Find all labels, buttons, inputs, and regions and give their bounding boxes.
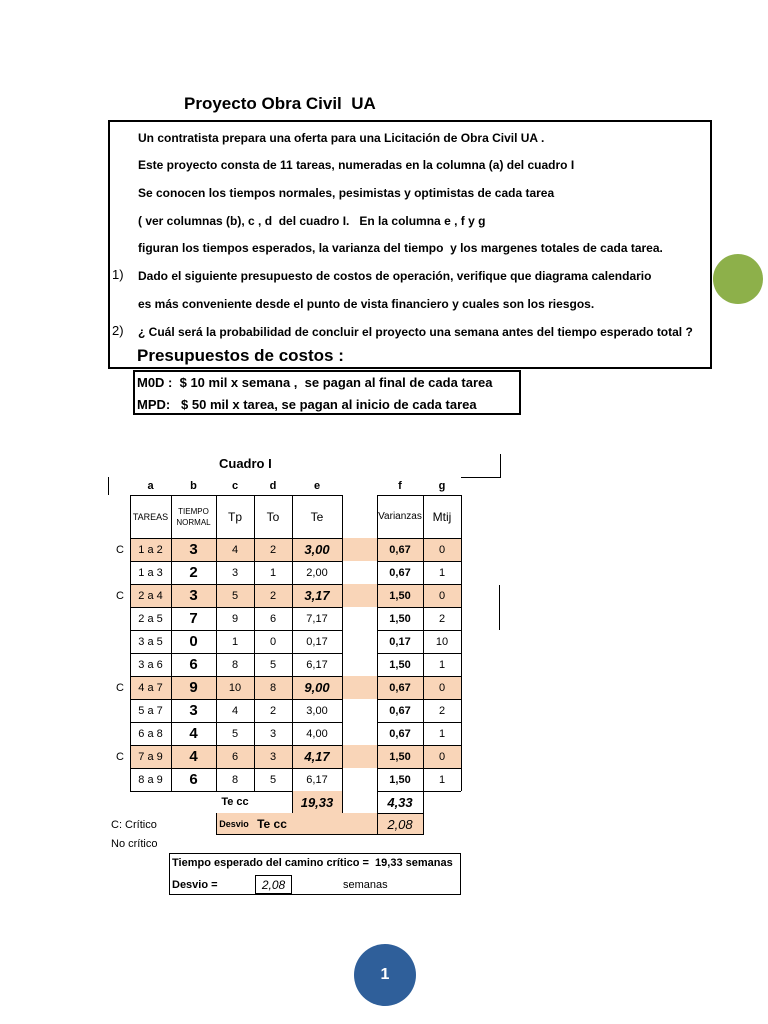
column-letter: f (398, 480, 402, 492)
cost-mpd: MPD: $ 50 mil x tarea, se pagan al inicio de cada tarea (137, 397, 477, 412)
column-letter: e (313, 480, 321, 492)
intro-line: Este proyecto consta de 11 tareas, numeradas en la columna (a) del cuadro I (138, 158, 575, 172)
table-hline (130, 630, 342, 631)
critical-mark (112, 630, 128, 653)
cell-tarea: 1 a 2 (138, 543, 163, 556)
table-vline (342, 791, 343, 813)
cell-tp: 4 (231, 704, 239, 717)
table-hline (130, 745, 342, 746)
cell-tarea: 5 a 7 (138, 704, 163, 717)
cell-mtij: 1 (438, 566, 446, 579)
cell-tp: 5 (231, 727, 239, 740)
cell-varianza: 1,50 (389, 612, 411, 625)
intro-line: ¿ Cuál será la probabilidad de concluir el proyecto una semana antes del tiempo esperado total ? (138, 325, 693, 339)
table-vline (377, 495, 378, 791)
column-letter: d (269, 480, 277, 492)
cell-te: 3,00 (306, 704, 328, 717)
table-hline (377, 561, 461, 562)
table-vline (377, 813, 378, 835)
table-hline (377, 676, 461, 677)
header-to: To (266, 509, 280, 524)
question-number-1: 1) (112, 267, 124, 282)
cell-te: 7,17 (306, 612, 328, 625)
cell-mtij: 2 (438, 612, 446, 625)
column-letter: c (231, 480, 239, 492)
desvio-label: Desvio (219, 819, 249, 829)
table-hline (377, 584, 461, 585)
critical-mark: C (116, 543, 124, 556)
column-letter: b (190, 480, 197, 492)
cell-te: 9,00 (304, 680, 330, 695)
summary-desvio-value: 2,08 (255, 875, 292, 894)
summary-line: Tiempo esperado del camino crítico = 19,33 semanas (172, 857, 453, 869)
cell-tp: 9 (231, 612, 239, 625)
cell-tiempo-normal: 3 (189, 702, 198, 719)
header-tiempo-normal (171, 495, 216, 538)
critical-mark: C (116, 589, 124, 602)
cell-tiempo-normal: 4 (189, 748, 198, 765)
critical-mark (112, 607, 128, 630)
table-title: Cuadro I (219, 456, 272, 471)
column-letter: g (438, 480, 446, 492)
cell-varianza: 1,50 (389, 750, 411, 763)
table-vline (500, 454, 501, 477)
section-title: Presupuestos de costos : (137, 346, 344, 365)
cell-te: 6,17 (306, 658, 328, 671)
cell-to: 2 (269, 543, 277, 556)
cell-tp: 3 (231, 566, 239, 579)
table-vline (292, 791, 293, 813)
cell-varianza: 1,50 (389, 773, 411, 786)
cell-mtij: 2 (438, 704, 446, 717)
cell-te: 2,00 (306, 566, 328, 579)
critical-mark (112, 768, 128, 791)
header-te: Te (310, 509, 324, 524)
table-hline (130, 495, 342, 496)
table-vline (292, 495, 293, 791)
cell-tp: 4 (231, 543, 239, 556)
question-number-2: 2) (112, 323, 124, 338)
cell-to: 6 (269, 612, 277, 625)
cell-tarea: 3 a 5 (138, 635, 163, 648)
table-vline (171, 495, 172, 791)
table-hline (377, 768, 461, 769)
table-hline (377, 607, 461, 608)
cell-to: 8 (269, 681, 277, 694)
cell-tarea: 2 a 5 (138, 612, 163, 625)
te-cc-label: Te cc (221, 796, 249, 808)
cell-tp: 5 (231, 589, 239, 602)
legend-critico: C: Crítico (111, 819, 157, 831)
cell-tarea: 4 a 7 (138, 681, 163, 694)
critical-mark (112, 653, 128, 676)
table-vline (216, 813, 217, 835)
cell-varianza: 0,17 (389, 635, 411, 648)
critical-mark (112, 699, 128, 722)
cell-to: 0 (269, 635, 277, 648)
cost-mod: M0D : $ 10 mil x semana , se pagan al final de cada tarea (137, 375, 493, 390)
cell-to: 2 (269, 589, 277, 602)
cell-tarea: 8 a 9 (138, 773, 163, 786)
table-vline (461, 495, 462, 791)
cell-varianza: 0,67 (389, 704, 411, 717)
table-vline (377, 791, 378, 813)
cell-to: 1 (269, 566, 277, 579)
table-hline (130, 722, 342, 723)
cell-tarea: 3 a 6 (138, 658, 163, 671)
summary-box (169, 853, 461, 895)
critical-mark (112, 561, 128, 584)
table-vline (130, 495, 131, 791)
cell-tarea: 1 a 3 (138, 566, 163, 579)
cell-mtij: 1 (438, 727, 446, 740)
cell-tp: 1 (231, 635, 239, 648)
cell-tiempo-normal: 0 (189, 633, 198, 650)
cell-varianza: 0,67 (389, 727, 411, 740)
table-hline (130, 653, 342, 654)
cell-tiempo-normal: 6 (189, 771, 198, 788)
header-tiempo-line: TIEMPO (178, 506, 209, 516)
table-hline (130, 699, 342, 700)
variance-total: 4,33 (387, 794, 413, 810)
table-vline (216, 495, 217, 791)
cell-tiempo-normal: 3 (189, 541, 198, 558)
legend-no-critico: No crítico (111, 838, 158, 850)
table-vline (423, 813, 424, 835)
cell-tp: 10 (228, 681, 242, 694)
cell-tp: 6 (231, 750, 239, 763)
table-hline (130, 561, 342, 562)
cell-te: 4,00 (306, 727, 328, 740)
cell-mtij: 0 (438, 750, 446, 763)
table-hline (130, 584, 342, 585)
page-title: Proyecto Obra Civil UA (184, 94, 376, 113)
cell-te: 3,17 (304, 588, 330, 603)
page-number: 1 (354, 944, 416, 1006)
table-hline (130, 676, 342, 677)
table-hline (130, 607, 342, 608)
cell-varianza: 1,50 (389, 589, 411, 602)
header-mtij: Mtij (432, 509, 452, 524)
cell-mtij: 0 (438, 543, 446, 556)
cell-tiempo-normal: 6 (189, 656, 198, 673)
cell-mtij: 0 (438, 589, 446, 602)
cell-te: 3,00 (304, 542, 330, 557)
cell-tiempo-normal: 7 (189, 610, 198, 627)
header-tareas: TAREAS (132, 511, 169, 522)
cell-tiempo-normal: 9 (189, 679, 198, 696)
summary-semanas: semanas (343, 879, 388, 891)
critical-mark: C (116, 681, 124, 694)
cell-tiempo-normal: 3 (189, 587, 198, 604)
table-hline (130, 768, 342, 769)
table-hline (377, 722, 461, 723)
table-hline (377, 745, 461, 746)
table-vline (108, 477, 109, 495)
critical-mark (112, 722, 128, 745)
cell-mtij: 10 (435, 635, 449, 648)
table-vline (423, 495, 424, 791)
header-tp: Tp (227, 509, 242, 524)
desvio-value: 2,08 (387, 816, 413, 832)
intro-line: Dado el siguiente presupuesto de costos de operación, verifique que diagrama calendario (138, 269, 652, 283)
critical-mark: C (116, 750, 124, 763)
cell-mtij: 1 (438, 658, 446, 671)
cell-to: 2 (269, 704, 277, 717)
table-vline (254, 495, 255, 791)
header-normal-line: NORMAL (176, 517, 211, 527)
table-hline (377, 813, 424, 814)
cell-te: 4,17 (304, 749, 330, 764)
intro-line: Un contratista prepara una oferta para una Licitación de Obra Civil UA . (138, 131, 545, 145)
cell-to: 3 (269, 727, 277, 740)
table-vline (499, 585, 500, 630)
intro-line: es más conveniente desde el punto de vista financiero y cuales son los riesgos. (138, 297, 595, 311)
cell-varianza: 0,67 (389, 543, 411, 556)
table-hline (377, 834, 424, 835)
desvio-te-cc: Te cc (257, 817, 287, 831)
cell-varianza: 0,67 (389, 566, 411, 579)
cell-varianza: 1,50 (389, 658, 411, 671)
cell-tp: 8 (231, 658, 239, 671)
table-hline (216, 834, 377, 835)
cell-te: 0,17 (306, 635, 328, 648)
cell-to: 5 (269, 773, 277, 786)
intro-line: ( ver columnas (b), c , d del cuadro I. En la columna e , f y g (138, 214, 486, 228)
table-hline (377, 699, 461, 700)
cell-tarea: 2 a 4 (138, 589, 163, 602)
cell-varianza: 0,67 (389, 681, 411, 694)
table-hline (377, 495, 461, 496)
column-letter: a (147, 480, 154, 492)
intro-line: figuran los tiempos esperados, la varianza del tiempo y los margenes totales de cada tarea. (138, 241, 663, 255)
cell-tiempo-normal: 2 (189, 564, 198, 581)
table-hline (130, 538, 342, 539)
cell-tarea: 6 a 8 (138, 727, 163, 740)
cell-tp: 8 (231, 773, 239, 786)
table-hline (377, 538, 461, 539)
header-varianzas: Varianzas (378, 511, 422, 522)
summary-desvio-label: Desvio = (172, 879, 218, 891)
table-vline (423, 791, 424, 813)
cell-mtij: 1 (438, 773, 446, 786)
cell-te: 6,17 (306, 773, 328, 786)
table-vline (342, 495, 343, 791)
intro-line: Se conocen los tiempos normales, pesimistas y optimistas de cada tarea (138, 186, 555, 200)
cell-mtij: 0 (438, 681, 446, 694)
te-cc-value: 19,33 (292, 791, 342, 813)
cell-to: 5 (269, 658, 277, 671)
table-hline (461, 477, 501, 478)
cell-tarea: 7 a 9 (138, 750, 163, 763)
table-hline (377, 630, 461, 631)
table-hline (377, 653, 461, 654)
cell-tiempo-normal: 4 (189, 725, 198, 742)
cell-to: 3 (269, 750, 277, 763)
